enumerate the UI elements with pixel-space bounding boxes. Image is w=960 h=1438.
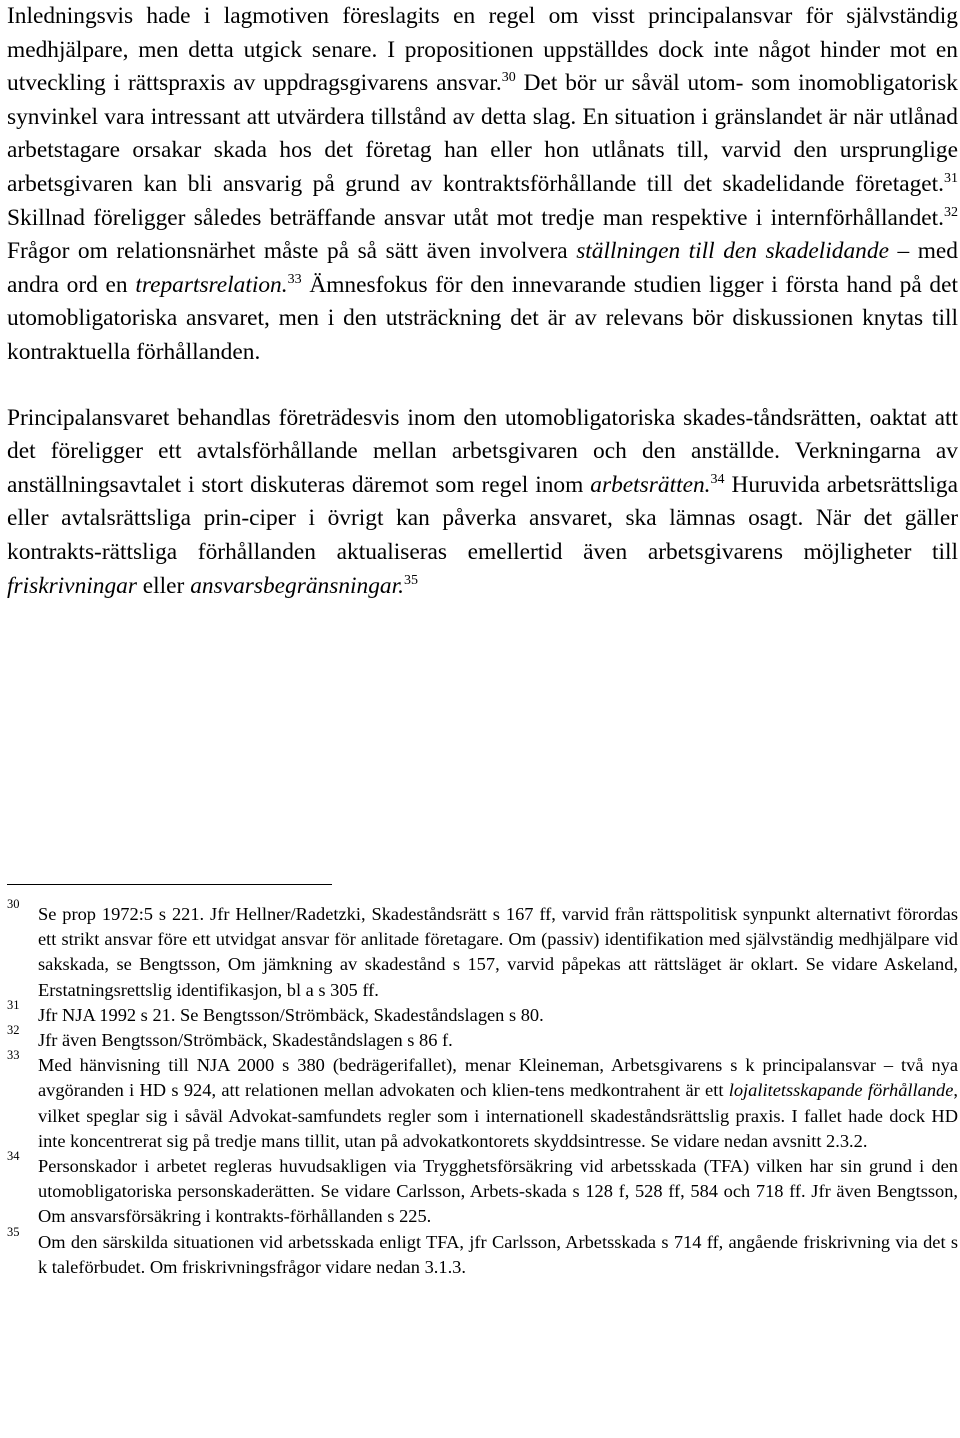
paragraph-text: Skillnad föreligger således beträffande ansvar utåt mot tredje man respektive i internförhållandet. <box>7 204 944 231</box>
paragraph-text: Ämnesfokus för den innevarande studien ligger i första hand på det utomobligatoriska ansvaret, men i den utsträckning det är av relevans bör diskussionen knytas till kontraktuella förhållanden. <box>7 271 958 365</box>
footnote-text: Jfr även Bengtsson/Strömbäck, Skadeståndslagen s 86 f. <box>38 1030 453 1051</box>
italic-term: ställningen till den skadelidande <box>576 238 889 265</box>
footnote-number: 33 <box>7 1048 20 1063</box>
footnote-text: Om den särskilda situationen vid arbetsskada enligt TFA, jfr Carlsson, Arbetsskada s 714 ff, angående friskrivning via det s k taleförbudet. Om friskrivningsfrågor vidare nedan 3.1.3. <box>38 1231 958 1277</box>
footnote-text: Se prop 1972:5 s 221. Jfr Hellner/Radetzki, Skadeståndsrätt s 167 ff, varvid från rättspolitisk synpunkt alternativt förordas ett strikt ansvar före ett utvidgat ansvar för anlitade företagare. Om (passiv) identifikation med självständig medhjälpare vid sakskada, se Bengtsson, Om jämkning av skadestånd s 157, varvid påpekas att rättsläget är oklart. Se vidare Askeland, Erstatningsrettslig identifikasjon, bl a s 305 ff. <box>38 904 958 1000</box>
footnote-number: 35 <box>7 1224 20 1239</box>
paragraph-text: Principalansvaret behandlas företrädesvis inom den utomobligatoriska skades-tåndsrätten, oaktat att det föreligger ett avtalsförhållande mellan arbetsgivaren och den anställde. Verkningarna av anställningsavtalet i stort diskuteras däremot som regel inom <box>7 404 958 498</box>
body-paragraph-2 <box>7 402 958 604</box>
footnote-separator <box>7 884 332 885</box>
footnote-32 <box>7 1023 958 1053</box>
paragraph-text: Det bör ur såväl utom- som inomobligatorisk synvinkel vara intressant att utvärdera tillstånd av detta slag. En situation i gränslandet är när utlånad arbetstagare orsakar skada hos det företag han eller hon utlånats till, varvid den ursprunglige arbetsgivaren kan bli ansvarig på grund av kontraktsförhållande till det skadelidande företaget. <box>7 70 958 197</box>
footnote-reference[interactable]: 33 <box>287 271 302 287</box>
footnote-number: 30 <box>7 897 20 911</box>
footnote-reference[interactable]: 32 <box>944 204 958 220</box>
footnote-number: 34 <box>7 1149 20 1164</box>
footnote-reference[interactable]: 35 <box>403 572 418 588</box>
paragraph-text: – med andra ord en <box>7 238 958 298</box>
footnote-number: 32 <box>7 1023 20 1038</box>
italic-term: trepartsrelation. <box>135 271 288 298</box>
footnote-30 <box>7 897 958 1003</box>
footnote-33 <box>7 1048 958 1154</box>
footnote-reference[interactable]: 34 <box>710 471 725 487</box>
footnote-number: 31 <box>7 997 20 1012</box>
paragraph-text: Inledningsvis hade i lagmotiven föreslagits en regel om visst principalansvar för självständig medhjälpare, men detta utgick senare. I propositionen uppställdes dock inte något hinder mot en utveckling i rättspraxis av uppdragsgivarens ansvar. <box>7 3 958 97</box>
body-paragraph-1 <box>7 0 958 370</box>
italic-term: ansvarsbegränsningar. <box>190 572 404 599</box>
italic-term: friskrivningar <box>7 572 137 599</box>
footnote-reference[interactable]: 31 <box>944 170 958 186</box>
italic-term: arbetsrätten. <box>590 471 711 498</box>
paragraph-text: Frågor om relationsnärhet måste på så sätt även involvera <box>7 238 577 265</box>
paragraph-text: eller <box>136 572 191 599</box>
footnote-text: , vilket speglar sig i såväl Advokat-samfundets regler som i internationell skadeståndsrättslig praxis. I fallet hade dock HD inte koncentrerat sig på tredje mans tillit, utan på advokatkontorets skyddsintresse. Se vidare nedan avsnitt 2.3.2. <box>38 1080 958 1151</box>
paragraph-text: Huruvida arbetsrättsliga eller avtalsrättsliga prin-ciper i övrigt kan påverka ansvaret, ska lämnas osagt. När det gäller kontrakts-rättsliga förhållanden aktualiseras emellertid även arbetsgivarens möjligheter till <box>7 471 958 565</box>
footnote-31 <box>7 997 958 1028</box>
footnote-35 <box>7 1224 958 1280</box>
footnotes-section <box>7 897 958 1280</box>
footnote-text: Med hänvisning till NJA 2000 s 380 (bedrägerifallet), menar Kleineman, Arbetsgivarens s k principalansvar – två nya avgöranden i HD s 924, att relationen mellan advokaten och klien-tens medkontrahent är ett <box>38 1055 958 1101</box>
footnote-text: Personskador i arbetet regleras huvudsakligen via Trygghetsförsäkring vid arbetsskada (TFA) vilken har sin grund i den utomobligatoriska personskaderätten. Se vidare Carlsson, Arbets-skada s 128 f, 528 ff, 584 och 718 ff. Jfr även Bengtsson, Om ansvarsförsäkring i kontrakts-förhållanden s 225. <box>38 1156 958 1227</box>
footnote-text: Jfr NJA 1992 s 21. Se Bengtsson/Strömbäck, Skadeståndslagen s 80. <box>38 1004 544 1025</box>
footnote-34 <box>7 1149 958 1230</box>
footnote-reference[interactable]: 30 <box>501 70 516 86</box>
italic-term: lojalitetsskapande förhållande <box>728 1080 954 1101</box>
